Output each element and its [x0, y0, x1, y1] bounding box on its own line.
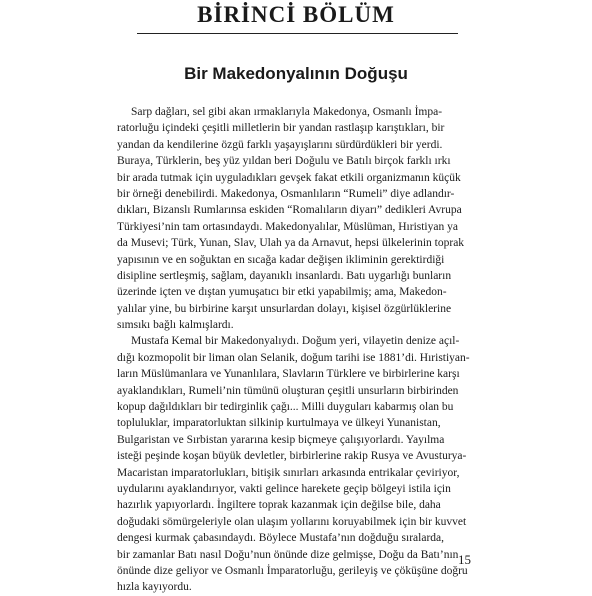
text-line: Mustafa Kemal bir Makedonyalıydı. Doğum yeri, vilayetin denize açıl- [131, 335, 460, 348]
paragraph-2 [117, 333, 475, 595]
heading-underline-rule [137, 33, 458, 34]
text-line: topluluklar, imparatorluktan silkinip kurtulmaya ve ülkeyi Yunanistan, [117, 417, 441, 430]
paragraph-1 [117, 104, 475, 333]
text-line: hızla kayıyordu. [117, 581, 192, 594]
text-line: doğudaki sömürgeleriyle olan ulaşım yollarını koruyabilmek için bir kuvvet [117, 515, 467, 528]
text-line: ratorluğu içindeki çeşitli milletlerin bir yandan rastlaşıp karıştıkları, bir [117, 122, 445, 135]
text-line: sımsıkı bağlı kalmışlardı. [117, 319, 234, 332]
text-line: Sarp dağları, sel gibi akan ırmaklarıyla Makedonya, Osmanlı İmpa- [131, 106, 443, 118]
page-number: 15 [458, 552, 471, 567]
text-line: üzerinde içten ve dıştan yumuşatıcı bir etki yapabilmiş; ama, Makedon- [117, 286, 447, 299]
text-line: yandan da kendilerine özgü farklı yaşayışlarını sürdürdükleri bir yerdi. [117, 138, 443, 151]
text-line: Buraya, Türklerin, beş yüz yıldan beri Doğulu ve Batılı birçok farklı ırkı [117, 155, 451, 168]
text-line: bir arada tutmak için uyguladıkları gevşek fakat etkili organizmanın küçük [117, 171, 461, 184]
text-line: dıkları, Bizanslı Rumlarınsa eskiden “Romalıların diyarı” dedikleri Avrupa [117, 204, 462, 217]
text-line: Türkiyesi’nin tam ortasındaydı. Makedonyalılar, Müslüman, Hıristiyan ya [117, 220, 458, 233]
text-line: Bulgaristan ve Sırbistan yararına kesip biçmeye çalışıyorlardı. Yayılma [117, 433, 445, 446]
text-line: isteği peşinde koşan büyük devletler, birbirlerine rakip Rusya ve Avusturya- [117, 450, 467, 463]
text-line: dığı kozmopolit bir liman olan Selanik, doğum tarihi ise 1881’di. Hıristiyan- [117, 351, 470, 364]
body-text [117, 104, 475, 596]
text-line: ayaklandıkları, Rumeli’nin tümünü oluşturan çeşitli unsurların birbirinden [117, 384, 459, 397]
text-line: Macaristan imparatorlukları, bitişik sınırları arkasında entrikalar çeviriyor, [117, 466, 460, 479]
text-line: ların Müslümanlara ve Yunanlılara, Slavların Türklere ve birbirlerine karşı [117, 368, 460, 381]
text-line: yapısının ve en soğuktan en sıcağa kadar değişen ikliminin gerektirdiği [117, 253, 445, 266]
text-line: da Musevi; Türk, Yunan, Slav, Ulah ya da Arnavut, hepsi ülkelerinin toprak [117, 237, 465, 250]
text-line: bir örneği denebilirdi. Makedonya, Osmanlıların “Rumeli” diye adlandır- [117, 187, 455, 200]
text-line: hazırlık yapıyorlardı. İngiltere toprak kazanmak için değilse bile, daha [117, 499, 441, 512]
section-title: Bir Makedonyalının Doğuşu [184, 64, 408, 83]
text-line: yalılar yine, bu birbirine karşıt unsurlardan dolayı, kişisel özgürlüklerine [117, 302, 452, 315]
text-line: disipline sertleşmiş, sağlam, dayanıklı insanlardı. Batı uygarlığı bunların [117, 269, 452, 282]
text-line: önünde dize geliyor ve Osmanlı İmparatorluğu, gerileyiş ve çöküşüne doğru [117, 564, 468, 577]
chapter-heading: BİRİNCİ BÖLÜM [197, 2, 395, 27]
text-line: bir zamanlar Batı nasıl Doğu’nun önünde dize gelmişse, Doğu da Batı’nın [117, 548, 459, 561]
text-line: uydularını ayaklandırıyor, vakti gelince harekete geçip bölgeyi istila için [117, 482, 451, 495]
text-line: dengesi kurmak çabasındaydı. Böylece Mustafa’nın doğduğu sıralarda, [117, 532, 445, 545]
text-line: kopup dağıldıkları bir tedirginlik çağı... Milli duyguları kabarmış olan bu [117, 401, 454, 414]
